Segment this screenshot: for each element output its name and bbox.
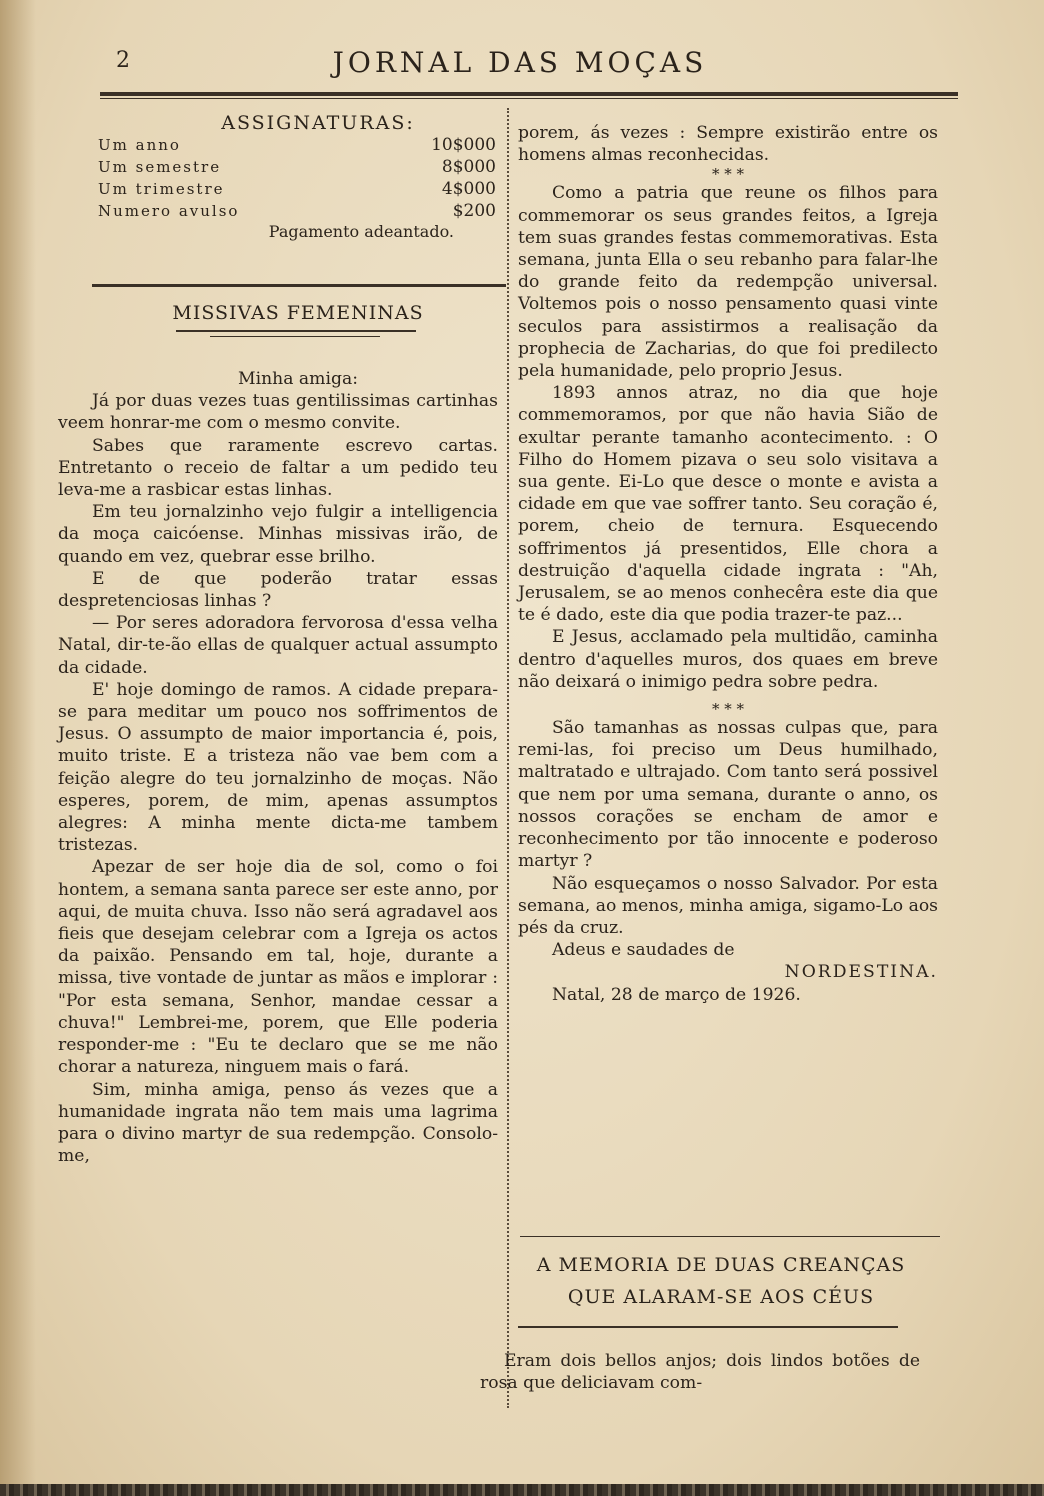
subscriptions-rule <box>92 284 506 287</box>
paragraph: porem, ás vezes : Sempre existirão entre os homens almas reconhecidas. <box>518 123 938 166</box>
subscription-row <box>92 134 504 156</box>
signature: NORDESTINA. <box>784 962 938 983</box>
subscription-label: Um anno <box>98 136 181 154</box>
section-stars: * * * <box>711 700 745 719</box>
paragraph: Como a patria que reune os filhos para commemorar os seus grandes feitos, a Igreja tem suas grandes festas commemorativas. Esta semana, junta Ella o seu rebanho para falar-lhe do grande feito da redempção universal. Voltemos pois o nosso pensamento quasi vinte seculos para assistirmos a realisação da prophecia de Zacharias, do que foi predilecto pela humanidade, pelo proprio Jesus. <box>518 183 938 382</box>
paragraph: Em teu jornalzinho vejo fulgir a intelligencia da moça caicóense. Minhas missivas irão, de quando em vez, quebrar esse brilho. <box>58 502 498 567</box>
paragraph: E' hoje domingo de ramos. A cidade prepara-se para meditar um pouco nos soffrimentos de Jesus. O assumpto de maior importancia é, pois, muito triste. E a tristeza não vae bem com a feição alegre do teu jornalzinho de moças. Não esperes, porem, de mim, apenas assumptos alegres: A minha mente dicta-me tambem tristezas. <box>58 679 498 856</box>
subscription-label: Um trimestre <box>98 180 225 198</box>
paragraph: Sim, minha amiga, penso ás vezes que a humanidade ingrata não tem mais uma lagrima para o divino martyr de sua redempção. Consolo-me, <box>58 1079 498 1167</box>
subscription-row <box>92 156 504 178</box>
subscription-row <box>92 200 504 222</box>
paragraph: Apezar de ser hoje dia de sol, como o foi hontem, a semana santa parece ser este anno, por aqui, de muita chuva. Isso não será agradavel aos fieis que desejam celebrar com a Igreja os actos da paixão. Pensando em tal, hoje, durante a missa, tive vontade de juntar as mãos e implorar : "Por esta semana, Senhor, mandae cessar a chuva!" Lembrei-me, porem, que Elle poderia responder-me : "Eu te declaro que se me não chorar a natureza, ninguem mais o fará. <box>58 857 498 1078</box>
subscriptions-box <box>92 112 504 284</box>
heading-underline <box>176 330 416 332</box>
bottom-edge-strip <box>0 1484 1044 1496</box>
subscription-price: 10$000 <box>431 135 496 155</box>
paragraph: Sabes que raramente escrevo cartas. Entretanto o receio de faltar a um pedido teu leva-me a rasbicar estas linhas. <box>58 435 498 501</box>
subscription-row <box>92 178 504 200</box>
masthead-title: JORNAL DAS MOÇAS <box>332 46 708 79</box>
heading-underline-thin <box>210 336 380 337</box>
subscription-price: 4$000 <box>441 179 496 199</box>
subscriptions-footer: Pagamento adeantado. <box>268 222 454 241</box>
memorial-text: Eram dois bellos anjos; dois lindos botões de rosa que deliciavam com- <box>480 1351 920 1394</box>
paragraph: — Por seres adoradora fervorosa d'essa velha Natal, dir-te-ão ellas de qualquer actual assumpto da cidade. <box>58 613 498 678</box>
salutation: Minha amiga: <box>237 369 359 389</box>
subscription-label: Um semestre <box>98 158 222 176</box>
header-rule <box>100 92 958 96</box>
memorial-heading <box>486 1254 956 1308</box>
page-number: 2 <box>116 48 130 73</box>
page-edge-shadow <box>0 0 36 1496</box>
section-stars: * * * <box>711 165 745 184</box>
paragraph: Não esqueçamos o nosso Salvador. Por esta semana, ao menos, minha amiga, sigamo-Lo aos pés da cruz. <box>518 873 938 938</box>
paragraph: E Jesus, acclamado pela multidão, caminha dentro d'aquelles muros, dos quaes em breve não deixará o inimigo pedra sobre pedra. <box>518 627 938 692</box>
subscription-price: $200 <box>452 201 496 221</box>
header-rule-thin <box>100 98 958 99</box>
page-header <box>110 44 930 84</box>
memorial-heading-line2: QUE ALARAM-SE AOS CÉUS <box>567 1286 875 1308</box>
paragraph: Já por duas vezes tuas gentilissimas cartinhas veem honrar-me com o mesmo convite. <box>58 391 498 434</box>
paragraph: Adeus e saudades de <box>552 940 735 961</box>
left-column <box>58 368 498 1167</box>
dateline: Natal, 28 de março de 1926. <box>552 984 801 1005</box>
column-divider <box>507 108 509 1408</box>
subscriptions-title: ASSIGNATURAS: <box>221 112 415 134</box>
paragraph: 1893 annos atraz, no dia que hoje commemoramos, por que não havia Sião de exultar perante tamanho acontecimento. : O Filho do Homem pizava o seu solo visitava a sua gente. Ei-Lo que desce o monte e avista a cidade em que vae soffrer tanto. Seu coração é, porem, cheio de ternura. Esquecendo soffrimentos já presentidos, Elle chora a destruição d'aquella cidade ingrata : "Ah, Jerusalem, se ao menos conhecêra este dia que te é dado, este dia que podia trazer-te paz... <box>518 383 938 626</box>
paragraph: São tamanhas as nossas culpas que, para remi-las, foi preciso um Deus humilhado, maltratado e ultrajado. Com tanto será possivel que nem por uma semana, durante o anno, os nossos corações se encham de amor e reconhecimento por tão innocente e poderoso martyr ? <box>518 718 938 872</box>
memorial-heading-line1: A MEMORIA DE DUAS CREANÇAS <box>536 1254 906 1276</box>
paragraph: E de que poderão tratar essas despretenciosas linhas ? <box>58 568 498 612</box>
subscription-label: Numero avulso <box>98 202 240 220</box>
subscription-price: 8$000 <box>441 157 496 177</box>
right-column <box>518 122 938 1006</box>
memorial-top-rule <box>520 1236 940 1237</box>
section-heading: MISSIVAS FEMENINAS <box>172 302 424 324</box>
memorial-underline <box>518 1326 898 1328</box>
